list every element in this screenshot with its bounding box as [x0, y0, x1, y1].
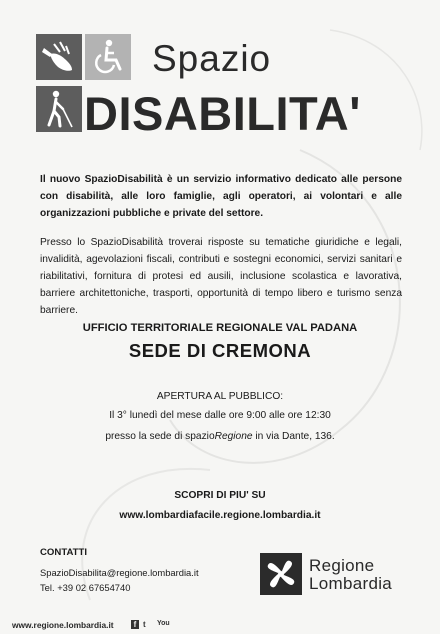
- services-paragraph: Presso lo SpazioDisabilità troverai risposte su tematiche giuridiche e legali, invalidità, agevolazioni fiscali, contributi e sostegni economici, servizi sanitari e riabilitativi, fornitura di protesi ed ausili, inclusione scolastica e lavorativa, barriere architettoniche, trasporti, opportunità di tempo libero e turismo senza barriere.: [40, 237, 402, 316]
- regione-lombardia-logo-icon: [260, 553, 302, 595]
- youtube-icon[interactable]: You: [157, 620, 170, 627]
- sign-language-icon: [36, 34, 82, 80]
- logo-text-lombardia: Lombardia: [309, 574, 393, 593]
- contacts-heading: CONTATTI: [40, 547, 88, 558]
- title-spazio: Spazio: [152, 38, 272, 79]
- address-italic: Regione: [214, 431, 253, 442]
- address-prefix: presso la sede di spazio: [105, 431, 215, 442]
- footer-website-link[interactable]: www.regione.lombardia.it: [12, 620, 114, 630]
- wheelchair-icon: [85, 34, 131, 80]
- address-suffix: in via Dante, 136.: [252, 431, 335, 442]
- more-info-label: SCOPRI DI PIU' SU: [174, 490, 266, 501]
- blind-person-icon: [36, 86, 82, 132]
- contact-email[interactable]: SpazioDisabilita@regione.lombardia.it: [40, 567, 199, 578]
- twitter-icon[interactable]: t: [143, 620, 146, 629]
- opening-label: APERTURA AL PUBBLICO:: [156, 391, 284, 402]
- contact-phone: Tel. +39 02 67654740: [40, 582, 131, 593]
- more-info-link[interactable]: www.lombardiafacile.regione.lombardia.it: [119, 510, 321, 521]
- logo-text-regione: Regione: [309, 556, 375, 575]
- title-disabilita: DISABILITA': [84, 87, 361, 140]
- facebook-icon[interactable]: f: [131, 620, 139, 629]
- intro-paragraph: Il nuovo SpazioDisabilità è un servizio informativo dedicato alle persone con disabilità, alle loro famiglie, agli operatori, ai volontari e alle organizzazioni pubbliche e private del settore.: [40, 174, 402, 219]
- office-name: UFFICIO TERRITORIALE REGIONALE VAL PADANA: [82, 322, 358, 334]
- sede-title: SEDE DI CREMONA: [128, 340, 312, 361]
- opening-hours: Il 3° lunedì del mese dalle ore 9:00 alle ore 12:30: [109, 410, 331, 421]
- opening-address: [0, 431, 440, 442]
